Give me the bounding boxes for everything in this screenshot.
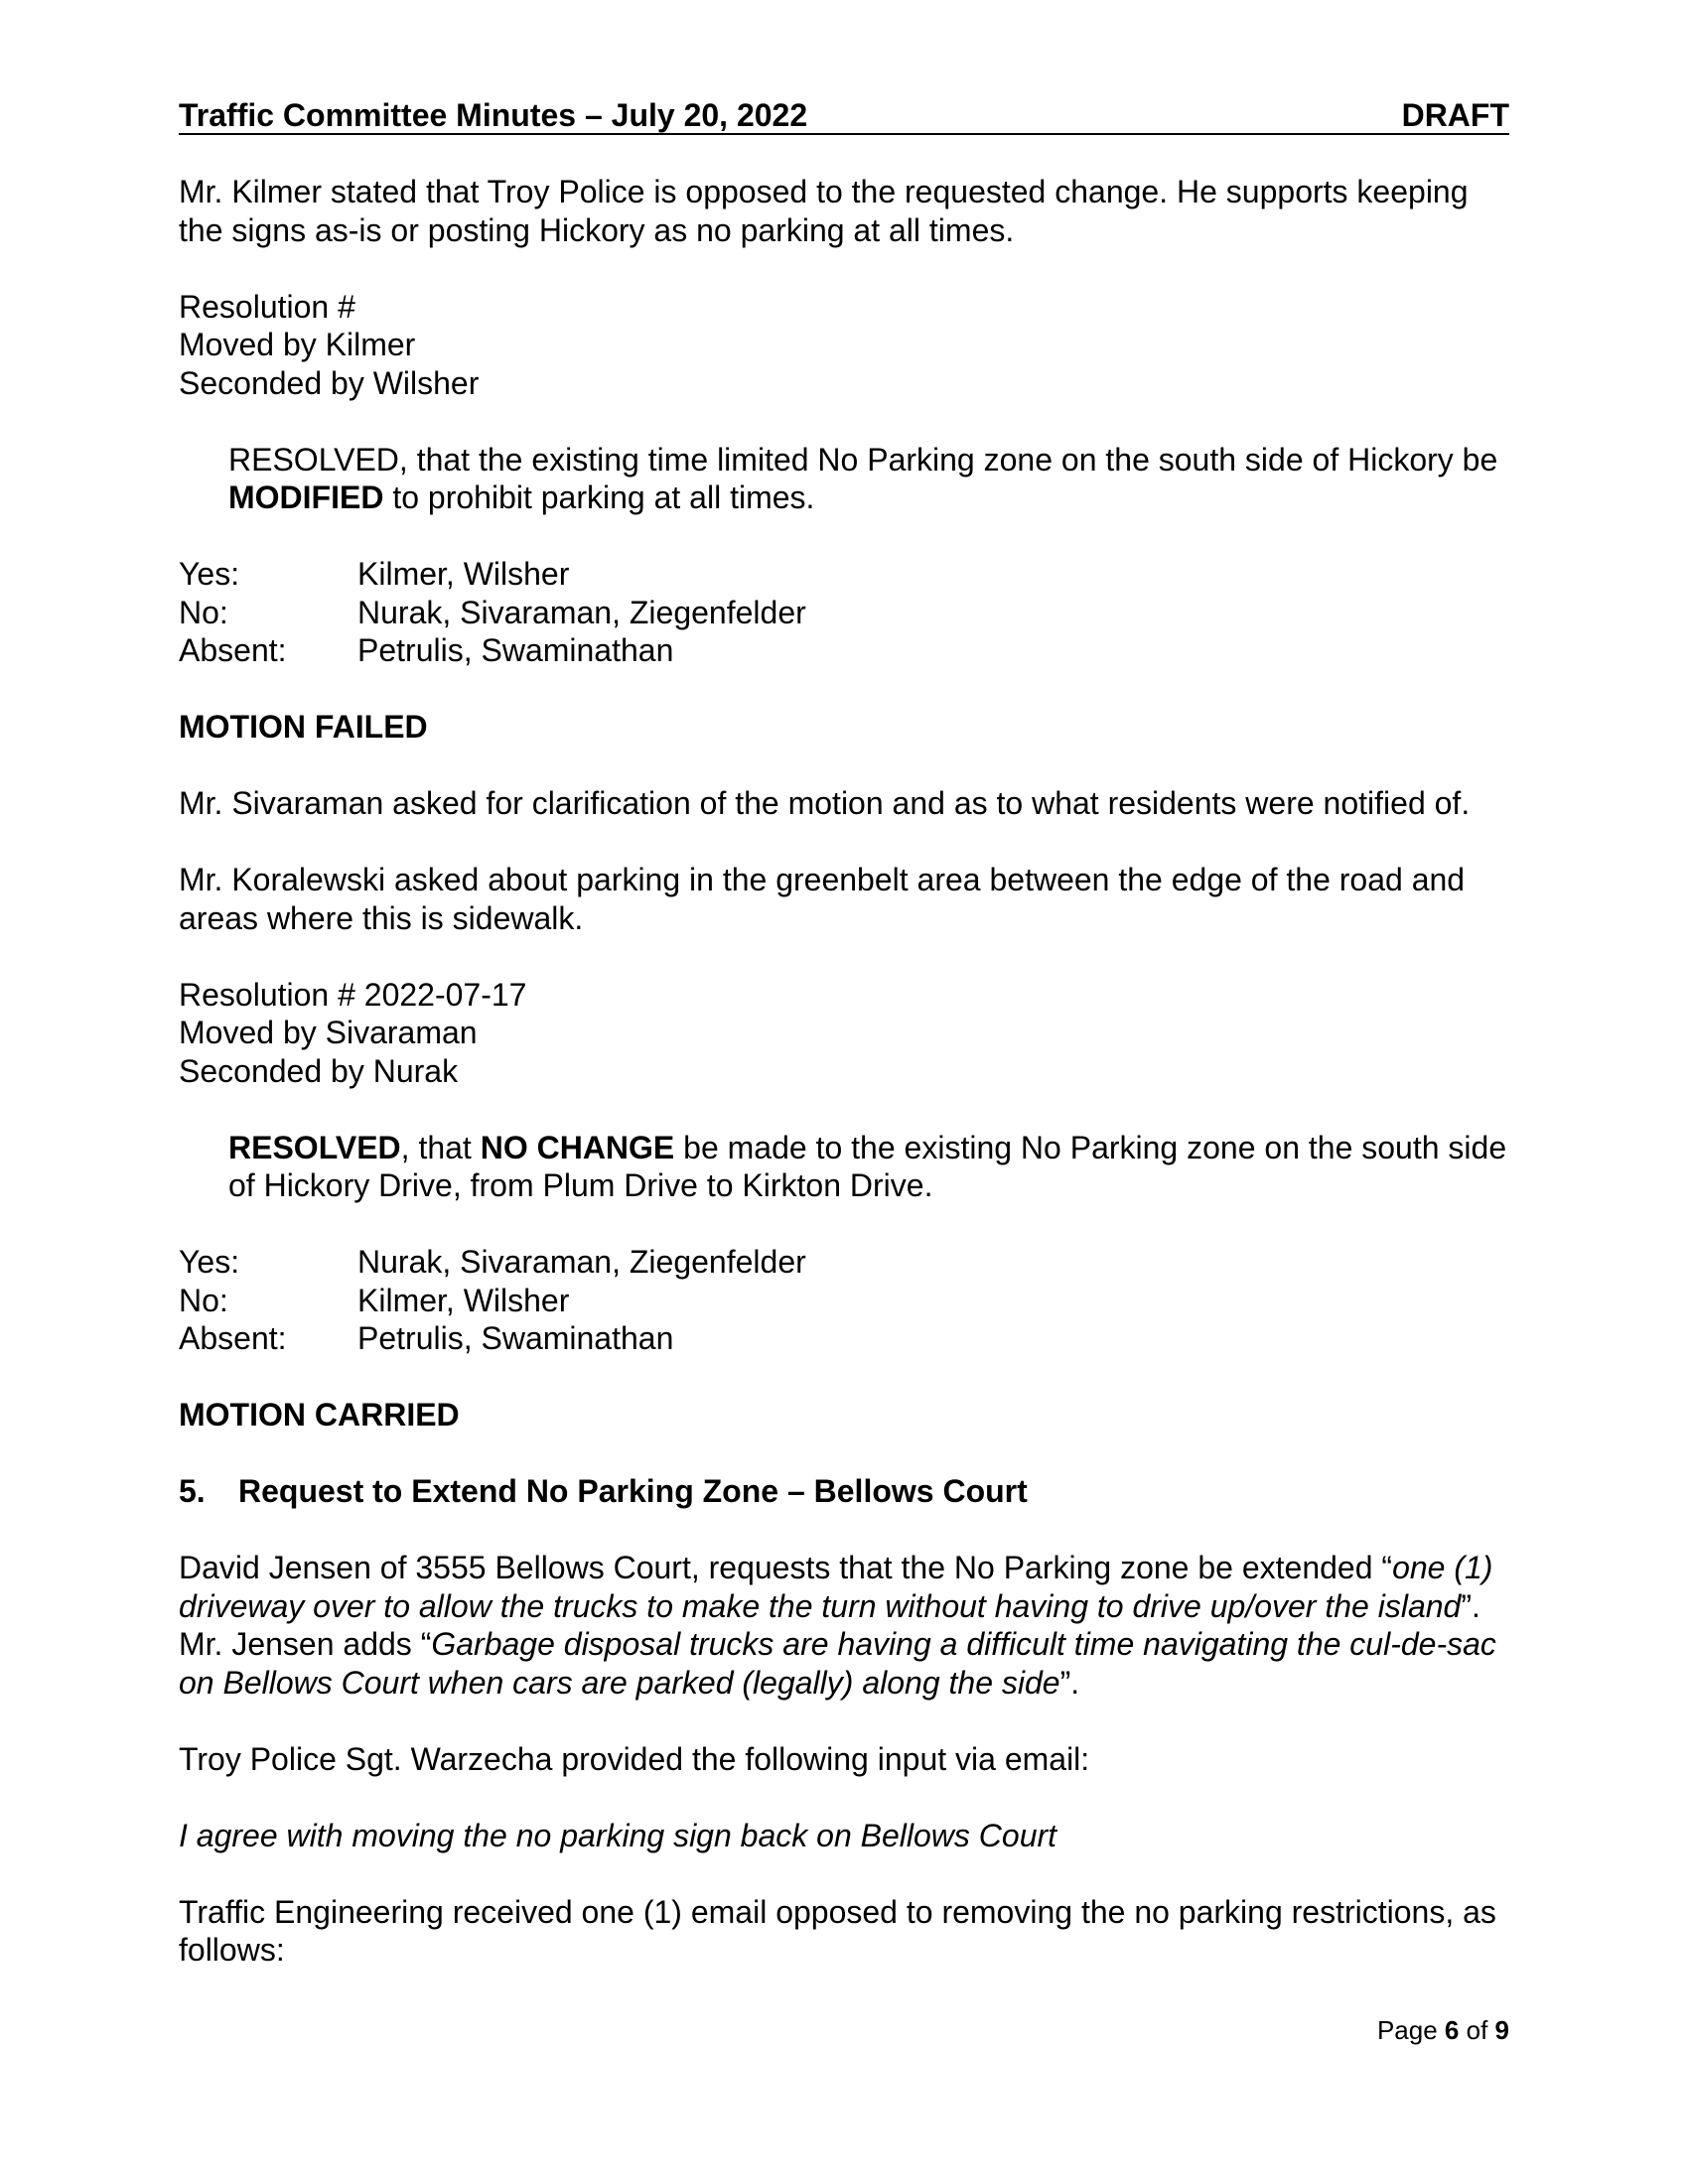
header-status: DRAFT <box>1401 97 1509 133</box>
vote-label: Yes: <box>179 556 240 592</box>
vote-label: No: <box>179 1282 228 1318</box>
vote-names: Petrulis, Swaminathan <box>357 632 674 668</box>
vote-label: Absent: <box>179 632 287 668</box>
resolution-1-outcome: MOTION FAILED <box>179 709 428 745</box>
footer-page-number: 6 <box>1444 2015 1460 2045</box>
section-title: Request to Extend No Parking Zone – Bellows Court <box>238 1473 1028 1509</box>
resolution-2-text-post: be made to the existing No Parking zone on the south side of Hickory Drive, from Plum Drive to Kirkton Drive. <box>228 1129 1507 1203</box>
resolution-2-text-bold: NO CHANGE <box>480 1129 675 1165</box>
resolution-1-seconded: Seconded by Wilsher <box>179 364 480 401</box>
resolution-1-text-pre: RESOLVED, that the existing time limited No Parking zone on the south side of Hickory be <box>228 441 1498 478</box>
resolution-2-header <box>179 976 1509 1091</box>
page-header <box>179 97 1509 135</box>
paragraph-email-opposition: Traffic Engineering received one (1) email opposed to removing the no parking restrictions, as follows: <box>179 1893 1496 1968</box>
vote-row <box>179 555 1509 594</box>
paragraph-koralewski-question: Mr. Koralewski asked about parking in the greenbelt area between the edge of the road and areas where this is sidewalk. <box>179 862 1466 936</box>
jensen-text-1: David Jensen of 3555 Bellows Court, requests that the No Parking zone be extended “ <box>179 1550 1393 1585</box>
paragraph-warzecha-quote: I agree with moving the no parking sign back on Bellows Court <box>179 1817 1057 1853</box>
resolution-2-resolved-word: RESOLVED <box>228 1129 401 1165</box>
footer-page-word: Page <box>1376 2015 1438 2045</box>
resolution-1-votes <box>179 555 1509 670</box>
footer-of-word: of <box>1466 2015 1488 2045</box>
resolution-2-moved: Moved by Sivaraman <box>179 1015 478 1050</box>
jensen-quote-1: one (1) driveway over to allow the trucks to make the turn without having to drive up/over the island <box>179 1550 1493 1624</box>
paragraph-kilmer-statement: Mr. Kilmer stated that Troy Police is opposed to the requested change. He supports keeping the signs as-is or posting Hickory as no parking at all times. <box>179 174 1469 248</box>
resolution-2-outcome: MOTION CARRIED <box>179 1397 460 1433</box>
vote-row <box>179 1319 1509 1358</box>
page-footer <box>1377 2015 1509 2045</box>
vote-names: Nurak, Sivaraman, Ziegenfelder <box>357 594 806 630</box>
vote-names: Petrulis, Swaminathan <box>357 1320 674 1356</box>
vote-row <box>179 1282 1509 1320</box>
paragraph-warzecha-input: Troy Police Sgt. Warzecha provided the following input via email: <box>179 1740 1090 1777</box>
resolution-1-moved: Moved by Kilmer <box>179 327 416 362</box>
resolution-2-text-mid: , that <box>400 1129 481 1165</box>
vote-names: Kilmer, Wilsher <box>357 556 570 592</box>
vote-label: Absent: <box>179 1320 287 1356</box>
vote-label: Yes: <box>179 1244 240 1280</box>
resolution-1-header <box>179 288 1509 403</box>
paragraph-sivaraman-question: Mr. Sivaraman asked for clarification of the motion and as to what residents were notified of. <box>179 785 1471 821</box>
resolution-1-text-bold: MODIFIED <box>228 479 384 515</box>
section-number: 5. <box>179 1473 206 1509</box>
resolution-2-votes <box>179 1243 1509 1358</box>
footer-page-total: 9 <box>1494 2015 1509 2045</box>
vote-row <box>179 594 1509 632</box>
resolution-1-number: Resolution # <box>179 288 355 325</box>
header-title: Traffic Committee Minutes – July 20, 2022 <box>179 97 808 133</box>
resolution-2-seconded: Seconded by Nurak <box>179 1052 459 1089</box>
jensen-quote-2: Garbage disposal trucks are having a difficult time navigating the cul-de-sac on Bellows Court when cars are parked (legally) along the side <box>179 1626 1496 1701</box>
paragraph-jensen-request <box>179 1549 1509 1702</box>
resolution-1-text-post: to prohibit parking at all times. <box>383 479 815 515</box>
resolution-2-number: Resolution # 2022-07-17 <box>179 976 527 1013</box>
vote-names: Kilmer, Wilsher <box>357 1282 570 1318</box>
vote-names: Nurak, Sivaraman, Ziegenfelder <box>357 1244 806 1280</box>
section-5-heading <box>179 1472 1509 1511</box>
vote-row <box>179 1243 1509 1282</box>
vote-label: No: <box>179 594 228 630</box>
vote-row <box>179 631 1509 670</box>
jensen-text-3: ”. <box>1059 1664 1080 1701</box>
document-page <box>179 97 1509 2007</box>
resolution-1-text <box>228 441 1509 517</box>
jensen-text-2: ”. Mr. Jensen adds “ <box>179 1587 1480 1662</box>
resolution-2-text <box>228 1129 1509 1205</box>
